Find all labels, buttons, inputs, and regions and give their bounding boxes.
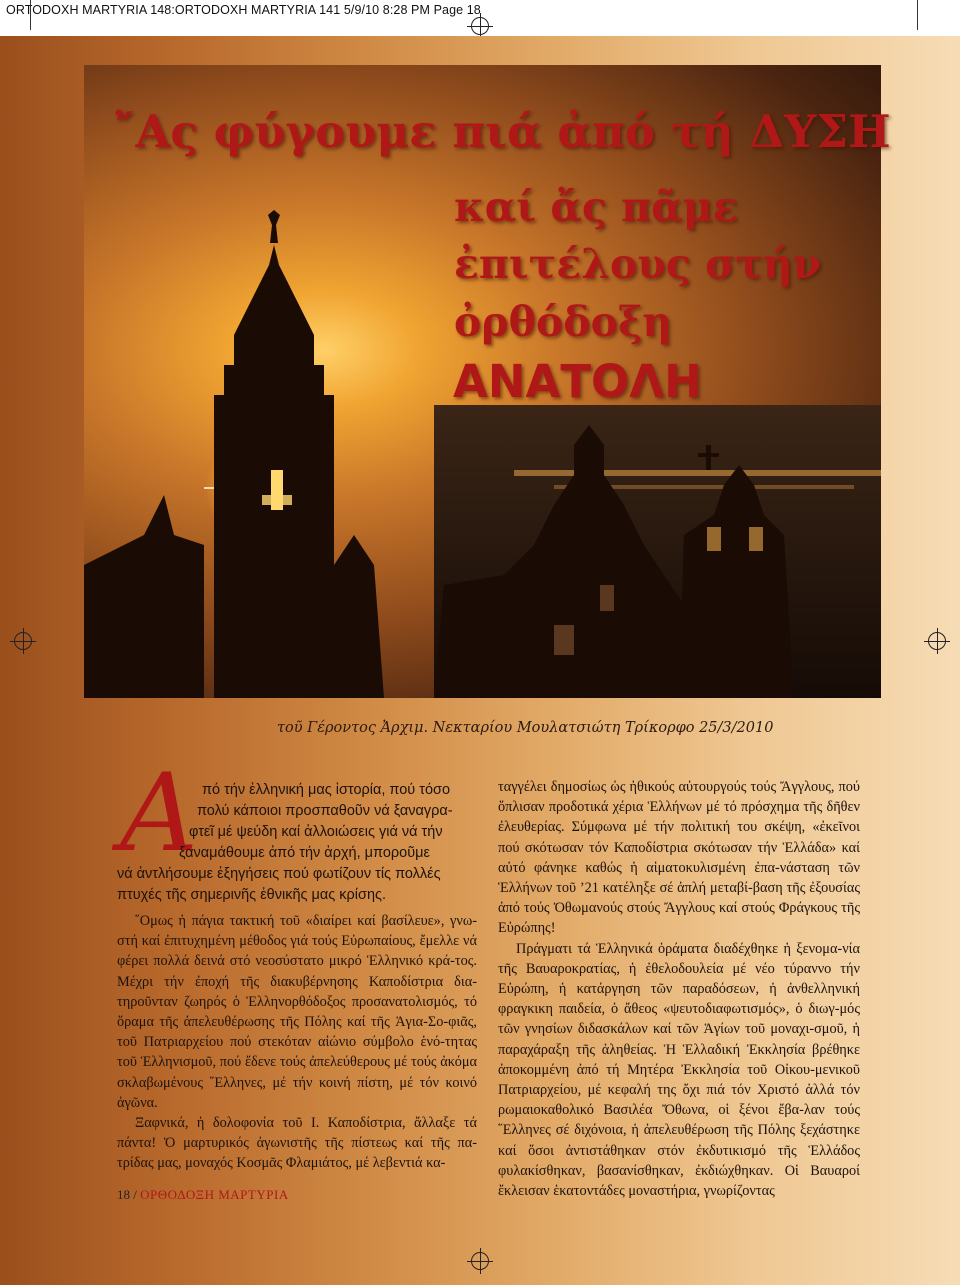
registration-mark-right [928, 632, 946, 650]
lead-line: πό τήν ἑλληνική μας ἱστορία, πού τόσο [202, 782, 451, 798]
footer-separator: / [133, 1187, 137, 1202]
crop-mark-left [30, 0, 31, 30]
title-line-2: καί ἄς πᾶμε [454, 183, 738, 231]
lead-line: φτεῖ μέ ψεύδη καί ἀλλοιώσεις γιά νά τήν [189, 824, 443, 840]
lead-line: πολύ κάποιοι προσπαθοῦν νά ξαναγρα- [197, 803, 453, 819]
right-column [498, 777, 860, 1201]
title-line-4: ὀρθόδοξη [454, 298, 673, 346]
magazine-name: ΟΡΘΟΔΟΞΗ ΜΑΡΤΥΡΙΑ [140, 1187, 289, 1202]
print-slug: ORTODOXH MARTYRIA 148:ORTODOXH MARTYRIA 141 5/9/10 8:28 PM Page 18 [6, 3, 481, 17]
registration-mark-bottom [471, 1252, 489, 1270]
lead-line: νά ἀντλήσουμε ἐξηγήσεις πού φωτίζουν τίς πολλές [117, 866, 441, 882]
page-footer [117, 1187, 289, 1203]
title-line-3: ἐπιτέλους στήν [454, 240, 822, 288]
lead-line: ξαναμάθουμε ἀπό τήν ἀρχή, μποροῦμε [179, 845, 430, 861]
paragraph: ταγγέλει δημοσίως ὡς ἠθικούς αὐτουργούς τούς Ἄγγλους, πού ὅπλισαν προδοτικά χέρια Ἑλλήνων μέ τό πρόσχημα τῆς δῆθεν ἐλευθερίας. Σύμφωνα μέ τήν πολιτική του σκέψη, «ἐκεῖνοι πού σκότωσαν τόν Καποδίστρια σκότωσαν τήν Ἑλλάδα» καί αὐτό φάνηκε καθώς ἡ αἱματοκυλισμένη ἐπα-νάσταση τῶν Ἑλλήνων τοῦ ’21 κατέληξε σέ ἁπλή μεταβί-βαση τῆς ἐξουσίας ἀπό τούς Ὀθωμανούς στούς Ἄγγλους καί στούς Φράγκους τῆς Εὐρώπης! [498, 779, 860, 937]
paragraph: Πράγματι τά Ἑλληνικά ὁράματα διαδέχθηκε ἡ ξενομα-νία τῆς Βαυαροκρατίας, ἡ ἐθελοδουλεία μέ νέο τύραννο τήν Εὐρώπη, ἡ κατάργηση τῶν παραδόσεων, ἡ ἀνθελληνική φραγκικη παιδεία, ὁ ἄθεος «ψευτοδιαφωτισμός», ὁ διωγ-μός τῶν γνησίων διδασκάλων καί τῶν Ἁγίων τοῦ μοναχι-σμοῦ, ἡ παραχάραξη τῆς ἀληθείας. Ἡ Ἑλλαδική Ἐκκλησία βρέθηκε ἀποκομμένη ἀπό τή Μητέρα Ἐκκλησία τοῦ Οἰκου-μενικοῦ Πατριαρχείου, μέ κεφαλή της ὄχι πιά τόν Χριστό ἀλλά τόν ρωμαιοκαθολικό Βασιλέα Ὄθωνα, οἱ ξένοι ἔβα-λαν τούς ῞Ελληνες σέ διχόνοια, ἡ ἀπελευθέρωση τῆς Πόλης ξεχάστηκε καί ὅσοι ἀντιστάθηκαν στόν ἐκδυτικισμό τῆς Ἑλλάδος φυλακίσθηκαν, βασανίσθηκαν, ἐκδιώχθηκαν. Οἱ Βαυαροί ἔκλεισαν ἑκατοντάδες μοναστήρια, γνωρίζοντας [498, 940, 860, 1200]
registration-mark-left [14, 632, 32, 650]
title-line-5: ΑΝΑΤΟΛΗ [453, 355, 702, 408]
title-line-1: ῎Ας φύγουμε πιά ἀπό τή ΔΥΣΗ [113, 105, 891, 158]
author-byline: τοῦ Γέροντος Ἀρχιμ. Νεκταρίου Μουλατσιώτη Τρίκορφο 25/3/2010 [277, 720, 774, 736]
lead-paragraph [117, 780, 477, 906]
drop-cap: Α [120, 751, 198, 876]
paragraph: Ξαφνικά, ἡ δολοφονία τοῦ Ι. Καποδίστρια, ἄλλαξε τά πάντα! Ὁ μαρτυρικός ἀγωνιστῆς τῆς πίστεως καί τῆς πα-τρίδας μας, μοναχός Κοσμᾶς Φλαμιάτος, μέ λεβεντιά κα- [117, 1115, 477, 1172]
crop-mark-right [917, 0, 918, 30]
registration-mark-top [471, 17, 489, 35]
page-number: 18 [117, 1187, 130, 1202]
lead-line: πτυχές τῆς σημερινῆς ἐθνικῆς μας κρίσης. [117, 887, 387, 903]
left-column [117, 911, 477, 1174]
paragraph: ῞Ομως ἡ πάγια τακτική τοῦ «διαίρει καί βασίλευε», γνω-στή καί ἐπιτυχημένη μέθοδος γιά τούς Εὐρωπαίους, ἔμελλε νά φέρει πολλά δεινά στό νεοσύστατο μικρό Ἑλληνικό κρά-τος. Μέχρι τήν ἐποχή τῆς διακυβέρνησης Καποδίστρια δια-τηροῦνταν ζωηρός ὁ Ἑλληνορθόδοξος προσανατολισμός, τό ὅραμα τῆς ἀπελευθέρωσης τῆς Πόλης καί τῆς Ἁγια-Σο-φιᾶς, τοῦ Πατριαρχείου πού στεκόταν αἰώνιο σύμβολο ἑνό-τητας τοῦ Ἑλληνισμοῦ, πού ἔδενε τούς ἀπελεύθερους μέ τούς ἀκόμα σκλαβωμένους ῞Ελληνες, μέ τήν κοινή πίστη, μέ τόν κοινό ἀγῶνα. [117, 913, 477, 1111]
